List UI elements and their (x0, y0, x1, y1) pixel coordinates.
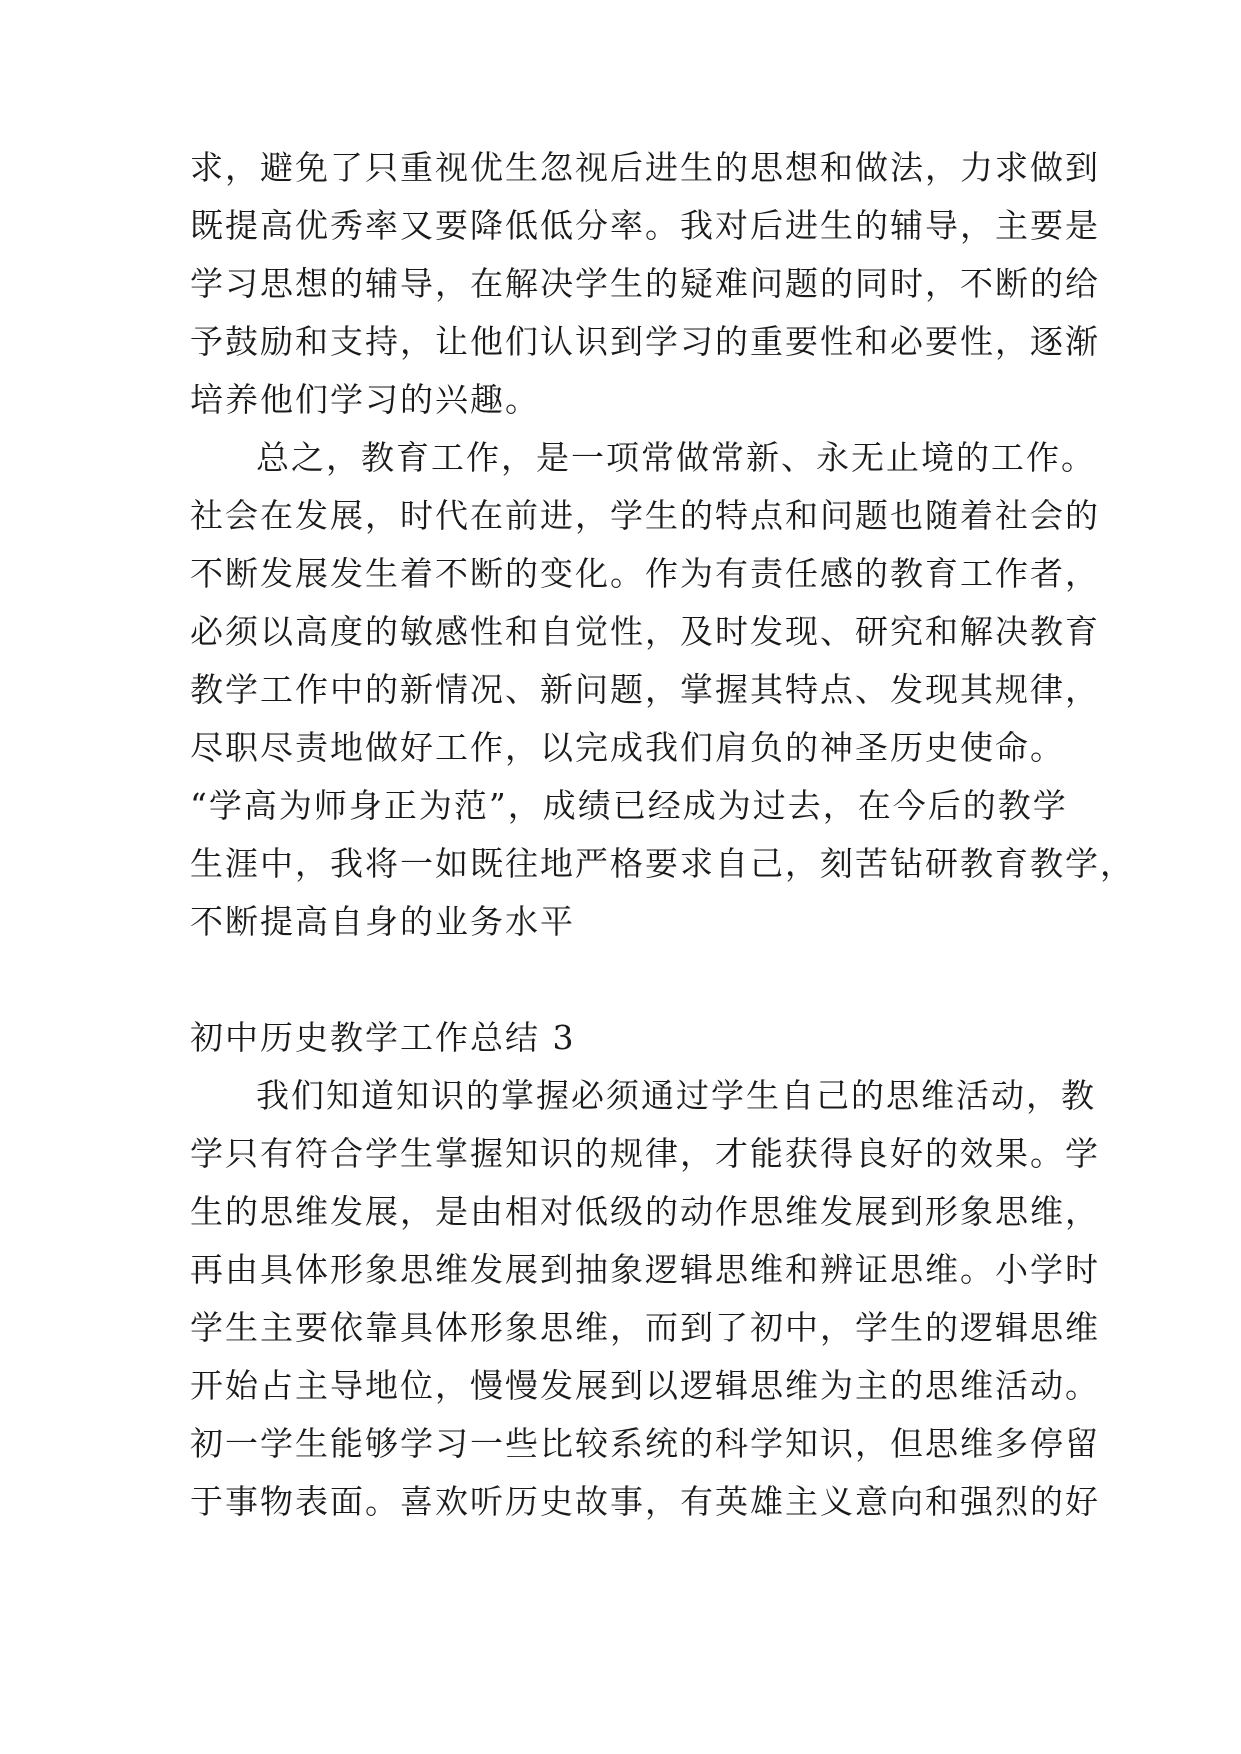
text-line: 学生主要依靠具体形象思维，而到了初中，学生的逻辑思维 (190, 1308, 1100, 1347)
text-line: 总之，教育工作，是一项常做常新、永无止境的工作。 (256, 438, 1096, 477)
text-line: 生涯中，我将一如既往地严格要求自己，刻苦钻研教育教学， (190, 844, 1135, 883)
text-line: 初一学生能够学习一些比较系统的科学知识，但思维多停留 (190, 1424, 1100, 1463)
text-line: 再由具体形象思维发展到抽象逻辑思维和辨证思维。小学时 (190, 1250, 1100, 1289)
text-line: 教学工作中的新情况、新问题，掌握其特点、发现其规律， (190, 670, 1100, 709)
section-heading: 初中历史教学工作总结 3 (190, 1018, 576, 1057)
text-line: 培养他们学习的兴趣。 (190, 380, 540, 419)
text-line: 不断发展发生着不断的变化。作为有责任感的教育工作者， (190, 554, 1100, 593)
text-line: 学习思想的辅导，在解决学生的疑难问题的同时，不断的给 (190, 264, 1100, 303)
text-line: 不断提高自身的业务水平 (190, 902, 575, 941)
text-line: 学只有符合学生掌握知识的规律，才能获得良好的效果。学 (190, 1134, 1100, 1173)
text-line: 社会在发展，时代在前进，学生的特点和问题也随着社会的 (190, 496, 1100, 535)
text-line: 生的思维发展，是由相对低级的动作思维发展到形象思维， (190, 1192, 1100, 1231)
text-line: 我们知道知识的掌握必须通过学生自己的思维活动，教 (256, 1076, 1096, 1115)
text-line: 于事物表面。喜欢听历史故事，有英雄主义意向和强烈的好 (190, 1482, 1100, 1521)
text-line: 必须以高度的敏感性和自觉性，及时发现、研究和解决教育 (190, 612, 1100, 651)
text-line: 予鼓励和支持，让他们认识到学习的重要性和必要性，逐渐 (190, 322, 1100, 361)
text-line: “学高为师身正为范”，成绩已经成为过去，在今后的教学 (190, 786, 1068, 825)
text-line: 求，避免了只重视优生忽视后进生的思想和做法，力求做到 (190, 148, 1100, 187)
text-line: 既提高优秀率又要降低低分率。我对后进生的辅导，主要是 (190, 206, 1100, 245)
text-line: 尽职尽责地做好工作，以完成我们肩负的神圣历史使命。 (190, 728, 1065, 767)
text-line: 开始占主导地位，慢慢发展到以逻辑思维为主的思维活动。 (190, 1366, 1100, 1405)
